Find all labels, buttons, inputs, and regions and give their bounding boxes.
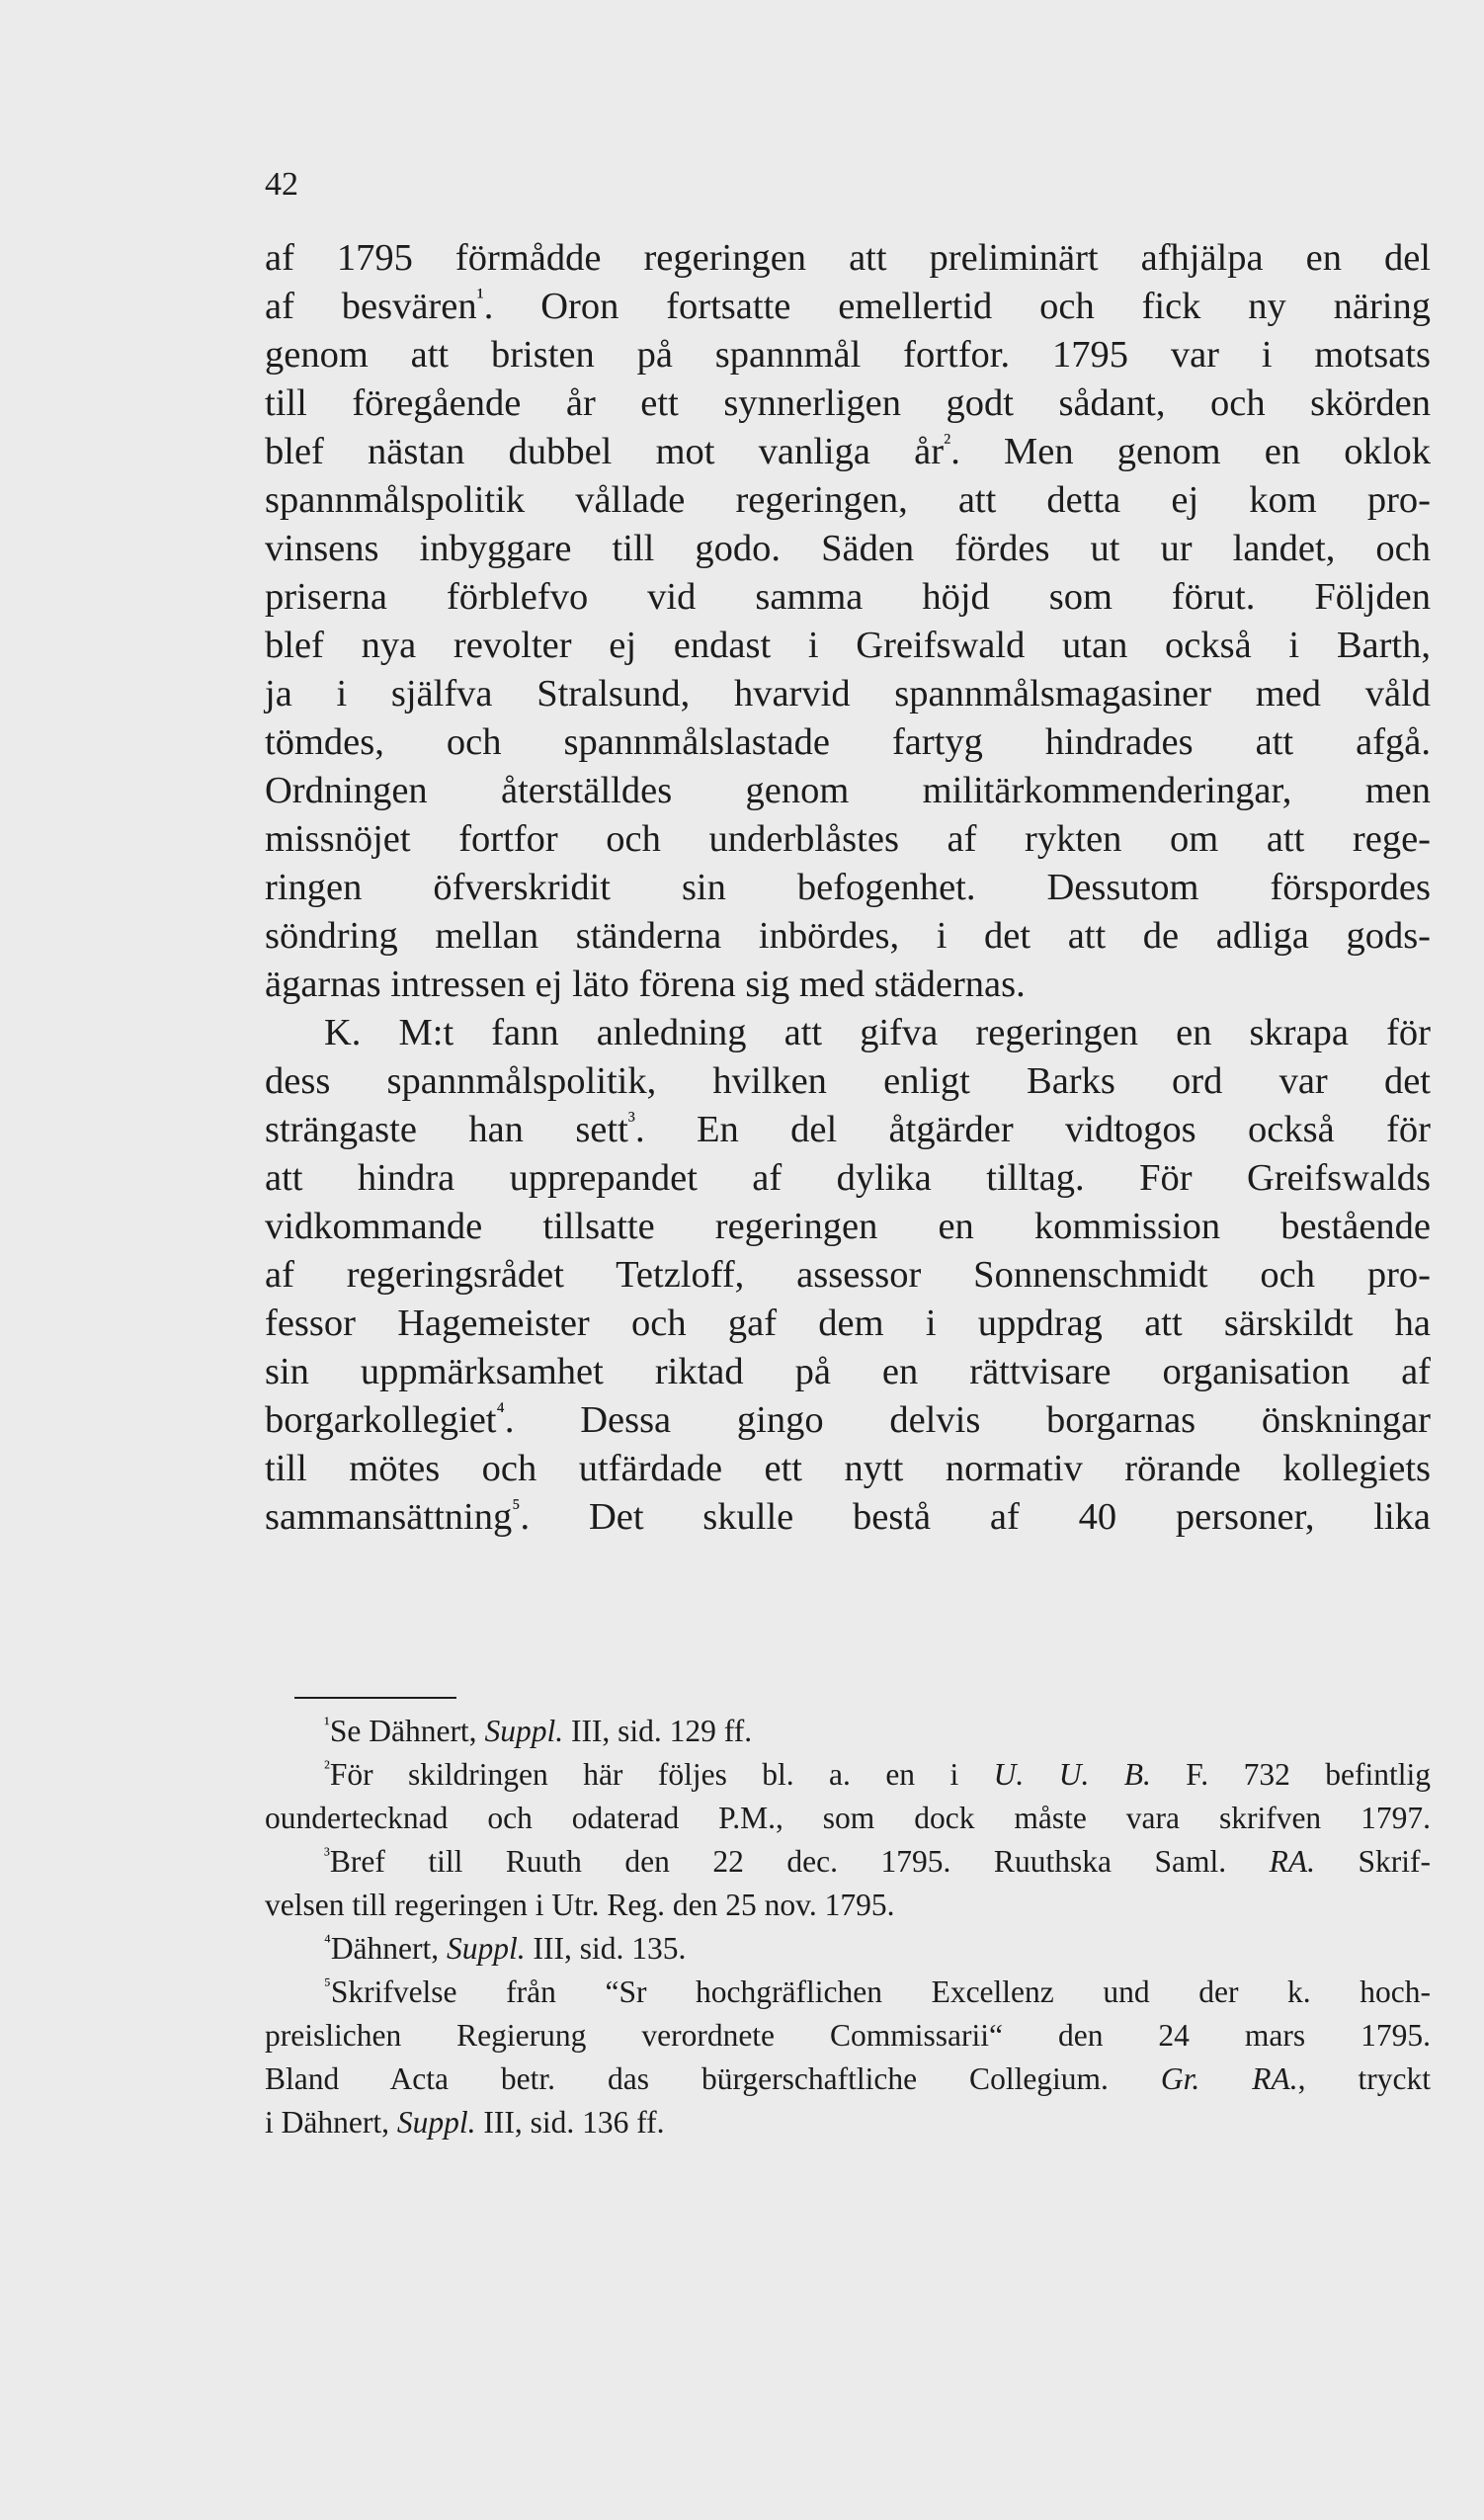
body-line: borgarkollegiet$^{^4}$. Dessa gingo delvis borgarnas önskningar: [265, 1398, 1431, 1441]
footnote-2-cont: oundertecknad och odaterad P.M., som dock måste vara skrifven 1797.: [265, 1801, 1431, 1835]
footnote-5-cont: Bland Acta betr. das bürgerschaftliche Collegium. Gr. RA., tryckt: [265, 2061, 1431, 2096]
body-line: ringen öfverskridit sin befogenhet. Dessutom förspordes: [265, 867, 1431, 908]
body-line: dess spannmålspolitik, hvilken enligt Barks ord var det: [265, 1060, 1431, 1102]
body-line: vinsens inbyggare till godo. Säden fördes ut ur landet, och: [265, 528, 1431, 569]
footnote-5: $^{^5}$Skrifvelse från “Sr hochgräflichen Excellenz und der k. hoch-: [324, 1974, 1431, 2009]
body-line: tömdes, och spannmålslastade fartyg hindrades att afgå.: [265, 721, 1431, 763]
footnote-ref: ³: [627, 1108, 635, 1134]
footnote-marker: ⁴: [324, 1931, 331, 1953]
footnote-2: $^{^2}$För skildringen här följes bl. a. en i U. U. B. F. 732 befintlig: [324, 1757, 1431, 1792]
body-line: fessor Hagemeister och gaf dem i uppdrag att särskildt ha: [265, 1302, 1431, 1344]
body-line: ägarnas intressen ej läto förena sig med städernas.: [265, 964, 1026, 1005]
body-line: sammansättning$^{^5}$. Det skulle bestå af 40 personer, lika: [265, 1495, 1431, 1538]
footnote-marker: ³: [324, 1844, 330, 1866]
body-line: till mötes och utfärdade ett nytt normativ rörande kollegiets: [265, 1448, 1431, 1489]
body-line: sin uppmärksamhet riktad på en rättvisare organisation af: [265, 1351, 1431, 1392]
body-line: genom att bristen på spannmål fortfor. 1795 var i motsats: [265, 334, 1431, 376]
body-line: af besvären$^{^1}$. Oron fortsatte emellertid och fick ny näring: [265, 285, 1431, 327]
body-line: blef nästan dubbel mot vanliga $år^{^2}$. Men genom en oklok: [265, 430, 1432, 472]
body-line: spannmålspolitik vållade regeringen, att detta ej kom pro-: [265, 479, 1431, 521]
body-line: K. M:t fann anledning att gifva regeringen en skrapa för: [324, 1012, 1431, 1053]
body-line: af 1795 förmådde regeringen att preliminärt afhjälpa en del: [265, 237, 1431, 279]
footnote-3: $^{^3}$Bref till Ruuth den 22 dec. 1795. Ruuthska Saml. RA. Skrif-: [324, 1844, 1431, 1879]
body-line: missnöjet fortfor och underblåstes af rykten om att rege-: [265, 818, 1431, 860]
footnote-4: $^{^4}$Dähnert, Suppl. III, sid. 135.: [324, 1931, 687, 1966]
footnote-marker: ¹: [324, 1714, 330, 1735]
footnote-5-cont: preislichen Regierung verordnete Commissarii“ den 24 mars 1795.: [265, 2018, 1431, 2053]
body-line: Ordningen återställdes genom militärkommenderingar, men: [265, 770, 1431, 811]
footnote-ref: ²: [944, 430, 951, 457]
body-line: till föregående år ett synnerligen godt sådant, och skörden: [265, 382, 1431, 424]
footnote-3-cont: velsen till regeringen i Utr. Reg. den 25 nov. 1795.: [265, 1888, 895, 1922]
body-line: af regeringsrådet Tetzloff, assessor Sonnenschmidt och pro-: [265, 1254, 1431, 1296]
footnote-5-cont: i Dähnert, Suppl. III, sid. 136 ff.: [265, 2105, 665, 2140]
footnote-ref: ⁵: [512, 1495, 521, 1522]
body-line: strängaste han sett$^{^3}$. En del åtgärder vidtogos också för: [265, 1108, 1431, 1150]
body-line: att hindra upprepandet af dylika tilltag. För Greifswalds: [265, 1157, 1431, 1199]
footnote-marker: ⁵: [324, 1974, 331, 1996]
body-line: söndring mellan ständerna inbördes, i det att de adliga gods-: [265, 915, 1431, 957]
body-line: ja i själfva Stralsund, hvarvid spannmålsmagasiner med våld: [265, 673, 1431, 714]
footnote-1: $^{^1}$Se Dähnert, Suppl. III, sid. 129 ff.: [324, 1714, 753, 1748]
body-line: blef nya revolter ej endast i Greifswald utan också i Barth,: [265, 625, 1431, 666]
page-number: 42: [265, 166, 298, 203]
body-line: vidkommande tillsatte regeringen en kommission bestående: [265, 1206, 1431, 1247]
footnote-marker: ²: [324, 1757, 330, 1779]
body-line: priserna förblefvo vid samma höjd som förut. Följden: [265, 576, 1431, 618]
footnote-ref: ⁴: [496, 1398, 505, 1425]
footnote-ref: ¹: [476, 285, 484, 311]
footnote-divider: [294, 1697, 456, 1699]
